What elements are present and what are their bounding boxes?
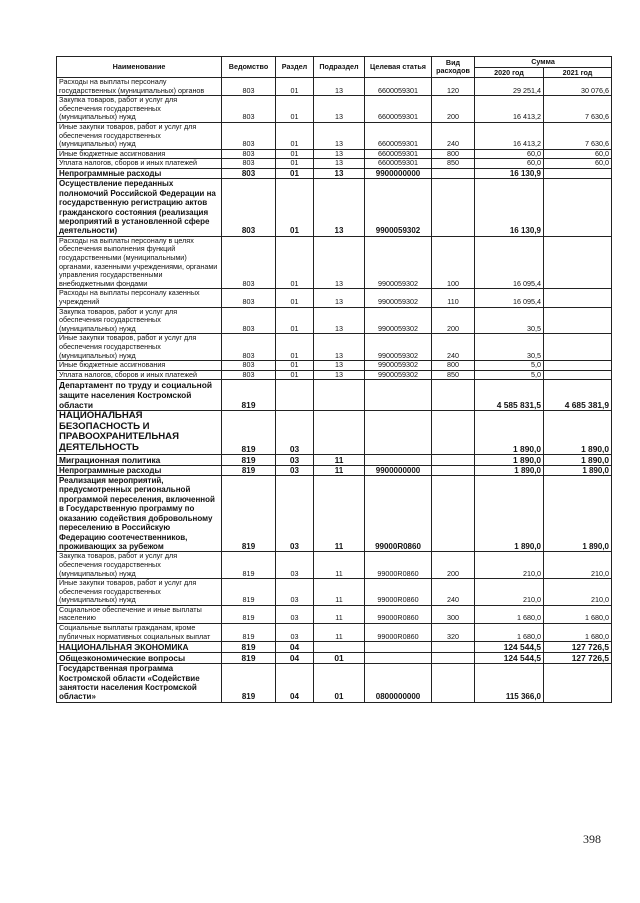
row-expense-type: 800	[432, 361, 475, 371]
row-sum-2021	[544, 307, 612, 334]
table-row	[57, 289, 612, 307]
header-year-2020: 2020 год	[475, 68, 544, 78]
row-section: 03	[276, 411, 314, 454]
row-expense-type	[432, 465, 475, 475]
row-dept: 819	[222, 642, 276, 653]
header-sum: Сумма	[475, 57, 612, 68]
row-target	[365, 380, 432, 411]
row-target: 9900000000	[365, 465, 432, 475]
row-sum-2020: 1 890,0	[475, 476, 544, 552]
row-section: 03	[276, 454, 314, 465]
row-sum-2021: 30 076,6	[544, 78, 612, 96]
row-target	[365, 411, 432, 454]
row-subsection: 01	[314, 664, 365, 703]
row-sum-2020: 1 890,0	[475, 465, 544, 475]
row-name: Социальные выплаты гражданам, кроме публичных нормативных социальных выплат	[57, 624, 222, 642]
row-subsection: 11	[314, 454, 365, 465]
row-expense-type: 800	[432, 149, 475, 159]
table-row	[57, 179, 612, 236]
header-target: Целевая статья	[365, 57, 432, 78]
row-sum-2021	[544, 370, 612, 380]
row-expense-type: 200	[432, 307, 475, 334]
row-subsection: 13	[314, 122, 365, 149]
row-target: 9900059302	[365, 236, 432, 289]
row-name: Государственная программа Костромской области «Содействие занятости населения Костромской области»	[57, 664, 222, 703]
row-name: Социальное обеспечение и иные выплаты населению	[57, 605, 222, 623]
row-sum-2020: 124 544,5	[475, 642, 544, 653]
row-expense-type: 850	[432, 370, 475, 380]
row-dept: 819	[222, 579, 276, 606]
row-sum-2020: 16 413,2	[475, 122, 544, 149]
row-name: Расходы на выплаты персоналу в целях обеспечения выполнения функций государственными (муниципальными) органами, казенными учреждениями, органами управления государственными внебюджетными фондами	[57, 236, 222, 289]
row-target: 9900059302	[365, 289, 432, 307]
row-section: 01	[276, 307, 314, 334]
table-row	[57, 605, 612, 623]
row-dept: 803	[222, 149, 276, 159]
row-dept: 803	[222, 96, 276, 123]
row-target: 99000R0860	[365, 624, 432, 642]
row-target: 6600059301	[365, 78, 432, 96]
row-section: 01	[276, 168, 314, 178]
row-expense-type: 100	[432, 236, 475, 289]
row-dept: 819	[222, 476, 276, 552]
row-subsection: 13	[314, 159, 365, 169]
row-name: Осуществление переданных полномочий Российской Федерации на государственную регистрацию актов гражданского состояния (реализация мероприятий в установленной сфере деятельности)	[57, 179, 222, 236]
row-sum-2021	[544, 179, 612, 236]
row-expense-type: 240	[432, 122, 475, 149]
row-target: 6600059301	[365, 149, 432, 159]
row-name: Непрограммные расходы	[57, 465, 222, 475]
row-dept: 819	[222, 605, 276, 623]
row-sum-2020: 16 095,4	[475, 236, 544, 289]
row-name: Иные закупки товаров, работ и услуг для обеспечения государственных (муниципальных) нужд	[57, 122, 222, 149]
table-row	[57, 465, 612, 475]
row-dept: 803	[222, 361, 276, 371]
table-row	[57, 664, 612, 703]
row-subsection: 13	[314, 370, 365, 380]
row-sum-2020: 1 890,0	[475, 454, 544, 465]
row-dept: 803	[222, 307, 276, 334]
row-dept: 803	[222, 122, 276, 149]
row-subsection: 11	[314, 552, 365, 579]
row-dept: 819	[222, 552, 276, 579]
row-sum-2021: 210,0	[544, 552, 612, 579]
row-dept: 819	[222, 653, 276, 664]
row-expense-type	[432, 380, 475, 411]
row-subsection: 13	[314, 289, 365, 307]
row-expense-type: 240	[432, 579, 475, 606]
row-sum-2020: 5,0	[475, 361, 544, 371]
row-sum-2020: 1 890,0	[475, 411, 544, 454]
row-sum-2020: 16 413,2	[475, 96, 544, 123]
row-sum-2020: 29 251,4	[475, 78, 544, 96]
row-dept: 803	[222, 168, 276, 178]
row-target: 9900059302	[365, 370, 432, 380]
table-row	[57, 624, 612, 642]
table-row	[57, 476, 612, 552]
row-expense-type: 110	[432, 289, 475, 307]
row-target: 99000R0860	[365, 579, 432, 606]
row-expense-type	[432, 411, 475, 454]
row-subsection: 01	[314, 653, 365, 664]
row-sum-2020: 1 680,0	[475, 605, 544, 623]
table-row	[57, 642, 612, 653]
row-target: 9900059302	[365, 307, 432, 334]
row-expense-type: 850	[432, 159, 475, 169]
row-sum-2021: 60,0	[544, 149, 612, 159]
row-expense-type: 300	[432, 605, 475, 623]
row-name: Общеэкономические вопросы	[57, 653, 222, 664]
table-row	[57, 168, 612, 178]
row-target	[365, 454, 432, 465]
row-sum-2021	[544, 168, 612, 178]
row-name: Расходы на выплаты персоналу казенных учреждений	[57, 289, 222, 307]
row-subsection	[314, 642, 365, 653]
row-subsection: 11	[314, 476, 365, 552]
row-sum-2020: 60,0	[475, 149, 544, 159]
row-sum-2020: 115 366,0	[475, 664, 544, 703]
table-row	[57, 236, 612, 289]
row-sum-2021	[544, 236, 612, 289]
row-sum-2021: 1 890,0	[544, 454, 612, 465]
row-dept: 819	[222, 664, 276, 703]
row-expense-type: 240	[432, 334, 475, 361]
table-row	[57, 96, 612, 123]
row-expense-type: 200	[432, 96, 475, 123]
row-dept: 803	[222, 289, 276, 307]
budget-table	[56, 56, 612, 703]
row-sum-2020: 60,0	[475, 159, 544, 169]
row-expense-type	[432, 653, 475, 664]
row-subsection: 13	[314, 307, 365, 334]
row-name: Иные бюджетные ассигнования	[57, 149, 222, 159]
row-sum-2021: 1 680,0	[544, 605, 612, 623]
table-row	[57, 334, 612, 361]
row-sum-2021: 7 630,6	[544, 96, 612, 123]
row-section: 01	[276, 96, 314, 123]
row-subsection: 13	[314, 361, 365, 371]
table-row	[57, 361, 612, 371]
row-sum-2020: 124 544,5	[475, 653, 544, 664]
row-subsection	[314, 380, 365, 411]
row-sum-2021: 60,0	[544, 159, 612, 169]
row-expense-type	[432, 476, 475, 552]
row-sum-2020: 1 680,0	[475, 624, 544, 642]
row-name: Закупка товаров, работ и услуг для обеспечения государственных (муниципальных) нужд	[57, 307, 222, 334]
row-expense-type	[432, 454, 475, 465]
row-target: 99000R0860	[365, 605, 432, 623]
row-target: 9900059302	[365, 361, 432, 371]
row-dept: 803	[222, 370, 276, 380]
header-expense-type: Вид расходов	[432, 57, 475, 78]
row-name: Расходы на выплаты персоналу государственных (муниципальных) органов	[57, 78, 222, 96]
table-row	[57, 454, 612, 465]
row-name: Миграционная политика	[57, 454, 222, 465]
header-section: Раздел	[276, 57, 314, 78]
row-expense-type	[432, 179, 475, 236]
row-name: Департамент по труду и социальной защите населения Костромской области	[57, 380, 222, 411]
row-section	[276, 380, 314, 411]
row-dept: 803	[222, 334, 276, 361]
row-section: 03	[276, 605, 314, 623]
header-year-2021: 2021 год	[544, 68, 612, 78]
table-row	[57, 159, 612, 169]
row-name: Непрограммные расходы	[57, 168, 222, 178]
row-section: 03	[276, 579, 314, 606]
row-dept: 803	[222, 159, 276, 169]
row-section: 01	[276, 361, 314, 371]
row-name: Закупка товаров, работ и услуг для обеспечения государственных (муниципальных) нужд	[57, 552, 222, 579]
row-section: 01	[276, 159, 314, 169]
row-subsection: 13	[314, 78, 365, 96]
row-subsection: 13	[314, 96, 365, 123]
row-section: 01	[276, 370, 314, 380]
row-name: Закупка товаров, работ и услуг для обеспечения государственных (муниципальных) нужд	[57, 96, 222, 123]
row-dept: 819	[222, 411, 276, 454]
row-expense-type: 320	[432, 624, 475, 642]
table-row	[57, 370, 612, 380]
row-target: 6600059301	[365, 96, 432, 123]
row-sum-2021	[544, 664, 612, 703]
row-expense-type	[432, 664, 475, 703]
row-dept: 803	[222, 179, 276, 236]
row-name: Реализация мероприятий, предусмотренных региональной программой переселения, включенной в Государственную программу по оказанию содействия добровольному переселению в Российскую Федерацию соотечественников, проживающих за рубежом	[57, 476, 222, 552]
row-section: 03	[276, 624, 314, 642]
row-sum-2020: 16 130,9	[475, 179, 544, 236]
row-target: 9900059302	[365, 179, 432, 236]
row-name: Уплата налогов, сборов и иных платежей	[57, 159, 222, 169]
row-section: 03	[276, 465, 314, 475]
row-sum-2020: 5,0	[475, 370, 544, 380]
row-name: НАЦИОНАЛЬНАЯ БЕЗОПАСНОСТЬ И ПРАВООХРАНИТЕЛЬНАЯ ДЕЯТЕЛЬНОСТЬ	[57, 411, 222, 454]
row-target: 99000R0860	[365, 476, 432, 552]
row-name: Уплата налогов, сборов и иных платежей	[57, 370, 222, 380]
row-target: 9900059302	[365, 334, 432, 361]
row-expense-type: 200	[432, 552, 475, 579]
row-sum-2021: 7 630,6	[544, 122, 612, 149]
row-dept: 803	[222, 78, 276, 96]
row-sum-2021	[544, 334, 612, 361]
row-sum-2020: 210,0	[475, 552, 544, 579]
table-row	[57, 579, 612, 606]
row-section: 04	[276, 642, 314, 653]
row-section: 01	[276, 179, 314, 236]
row-sum-2021	[544, 361, 612, 371]
row-sum-2020: 16 095,4	[475, 289, 544, 307]
row-dept: 819	[222, 624, 276, 642]
row-subsection: 13	[314, 334, 365, 361]
row-expense-type: 120	[432, 78, 475, 96]
row-target: 99000R0860	[365, 552, 432, 579]
row-section: 03	[276, 552, 314, 579]
row-section: 03	[276, 476, 314, 552]
page-number: 398	[583, 832, 601, 846]
table-row	[57, 411, 612, 454]
row-subsection: 13	[314, 179, 365, 236]
row-sum-2021	[544, 289, 612, 307]
row-subsection	[314, 411, 365, 454]
header-name: Наименование	[57, 57, 222, 78]
row-sum-2020: 16 130,9	[475, 168, 544, 178]
table-row	[57, 552, 612, 579]
row-sum-2021: 127 726,5	[544, 653, 612, 664]
header-dept: Ведомство	[222, 57, 276, 78]
row-subsection: 13	[314, 236, 365, 289]
row-section: 01	[276, 149, 314, 159]
row-subsection: 11	[314, 579, 365, 606]
row-expense-type	[432, 168, 475, 178]
header-subsection: Подраздел	[314, 57, 365, 78]
row-sum-2021: 4 685 381,9	[544, 380, 612, 411]
row-target	[365, 642, 432, 653]
row-sum-2020: 210,0	[475, 579, 544, 606]
row-subsection: 13	[314, 149, 365, 159]
row-section: 04	[276, 653, 314, 664]
row-sum-2020: 30,5	[475, 307, 544, 334]
row-expense-type	[432, 642, 475, 653]
row-sum-2021: 1 890,0	[544, 465, 612, 475]
row-sum-2020: 4 585 831,5	[475, 380, 544, 411]
row-target: 6600059301	[365, 122, 432, 149]
row-target: 6600059301	[365, 159, 432, 169]
row-target: 0800000000	[365, 664, 432, 703]
table-row	[57, 307, 612, 334]
row-dept: 803	[222, 236, 276, 289]
row-subsection: 11	[314, 465, 365, 475]
row-name: НАЦИОНАЛЬНАЯ ЭКОНОМИКА	[57, 642, 222, 653]
row-section: 01	[276, 122, 314, 149]
row-sum-2021: 1 890,0	[544, 476, 612, 552]
row-subsection: 13	[314, 168, 365, 178]
table-row	[57, 78, 612, 96]
row-dept: 819	[222, 465, 276, 475]
row-target: 9900000000	[365, 168, 432, 178]
row-name: Иные закупки товаров, работ и услуг для обеспечения государственных (муниципальных) нужд	[57, 579, 222, 606]
row-section: 01	[276, 334, 314, 361]
row-target	[365, 653, 432, 664]
row-section: 01	[276, 78, 314, 96]
row-sum-2021: 1 890,0	[544, 411, 612, 454]
row-dept: 819	[222, 380, 276, 411]
row-sum-2021: 1 680,0	[544, 624, 612, 642]
row-subsection: 11	[314, 605, 365, 623]
row-section: 01	[276, 236, 314, 289]
row-dept: 819	[222, 454, 276, 465]
row-name: Иные закупки товаров, работ и услуг для обеспечения государственных (муниципальных) нужд	[57, 334, 222, 361]
row-sum-2021: 210,0	[544, 579, 612, 606]
row-section: 04	[276, 664, 314, 703]
table-row	[57, 122, 612, 149]
table-row	[57, 149, 612, 159]
row-sum-2021: 127 726,5	[544, 642, 612, 653]
table-row	[57, 653, 612, 664]
row-sum-2020: 30,5	[475, 334, 544, 361]
row-name: Иные бюджетные ассигнования	[57, 361, 222, 371]
table-row	[57, 380, 612, 411]
row-section: 01	[276, 289, 314, 307]
row-subsection: 11	[314, 624, 365, 642]
